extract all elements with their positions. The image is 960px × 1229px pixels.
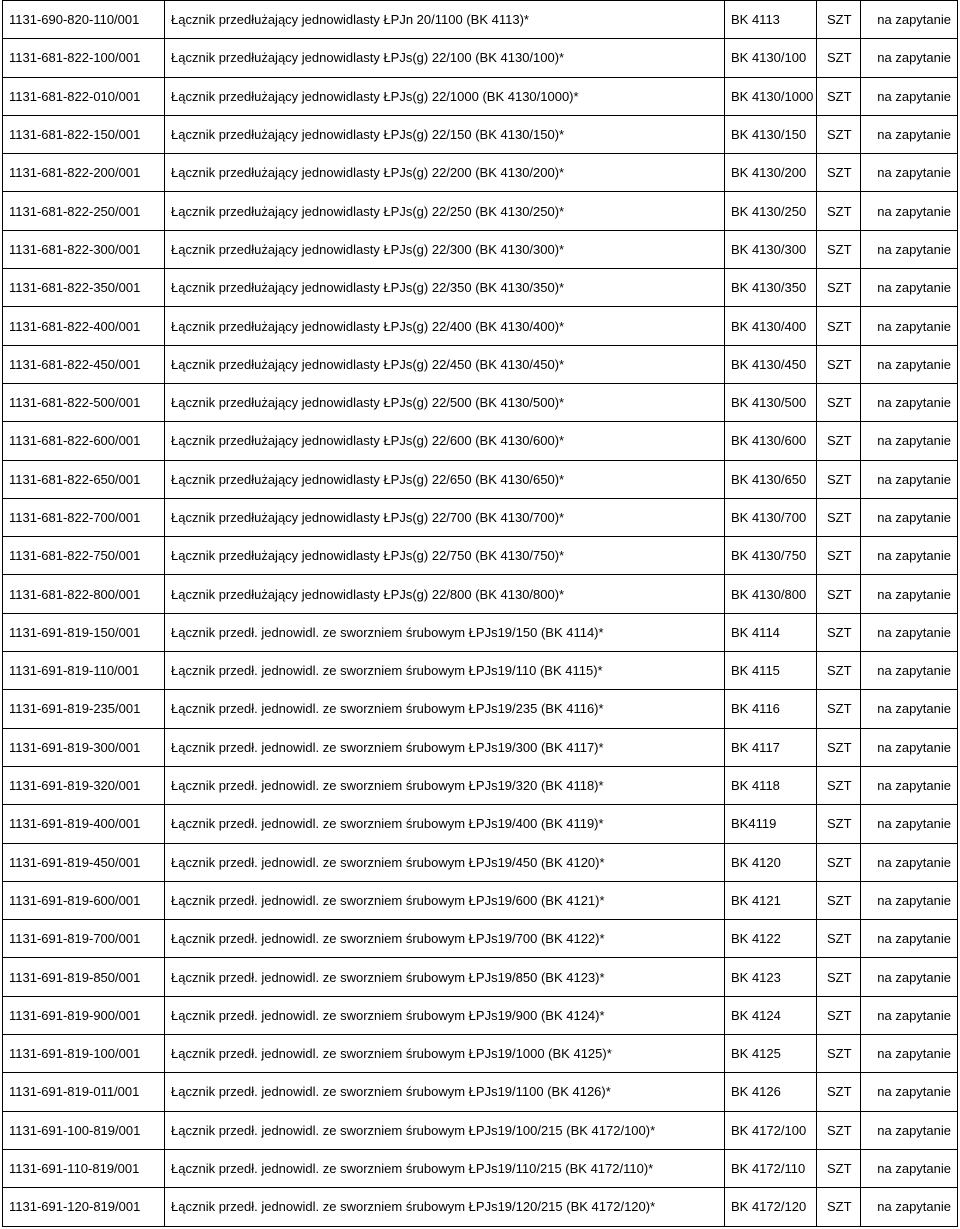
product-description: Łącznik przedłużający jednowidlasty ŁPJs(g) 22/300 (BK 4130/300)* (165, 230, 725, 268)
product-description: Łącznik przedł. jednowidl. ze sworzniem śrubowym ŁPJs19/300 (BK 4117)* (165, 728, 725, 766)
product-price: na zapytanie (861, 422, 958, 460)
product-code: 1131-691-819-700/001 (3, 920, 165, 958)
product-description: Łącznik przedłużający jednowidlasty ŁPJs(g) 22/250 (BK 4130/250)* (165, 192, 725, 230)
product-price: na zapytanie (861, 766, 958, 804)
product-symbol: BK 4130/350 (725, 269, 817, 307)
product-description: Łącznik przedłużający jednowidlasty ŁPJs(g) 22/700 (BK 4130/700)* (165, 498, 725, 536)
product-description: Łącznik przedł. jednowidl. ze sworzniem śrubowym ŁPJs19/850 (BK 4123)* (165, 958, 725, 996)
table-row (3, 575, 958, 613)
product-price: na zapytanie (861, 77, 958, 115)
product-unit: SZT (817, 1149, 861, 1187)
table-row (3, 1035, 958, 1073)
product-price: na zapytanie (861, 1035, 958, 1073)
product-price: na zapytanie (861, 192, 958, 230)
product-price: na zapytanie (861, 652, 958, 690)
table-row (3, 1149, 958, 1187)
product-unit: SZT (817, 460, 861, 498)
product-description: Łącznik przedłużający jednowidlasty ŁPJs(g) 22/600 (BK 4130/600)* (165, 422, 725, 460)
product-price: na zapytanie (861, 728, 958, 766)
product-description: Łącznik przedł. jednowidl. ze sworzniem śrubowym ŁPJs19/110 (BK 4115)* (165, 652, 725, 690)
product-table-body (3, 1, 958, 1227)
table-row (3, 537, 958, 575)
product-unit: SZT (817, 422, 861, 460)
table-row (3, 728, 958, 766)
table-row (3, 613, 958, 651)
table-row (3, 460, 958, 498)
product-symbol: BK 4130/750 (725, 537, 817, 575)
product-price: na zapytanie (861, 996, 958, 1034)
product-unit: SZT (817, 77, 861, 115)
product-description: Łącznik przedłużający jednowidlasty ŁPJs(g) 22/450 (BK 4130/450)* (165, 345, 725, 383)
product-unit: SZT (817, 192, 861, 230)
product-unit: SZT (817, 269, 861, 307)
product-symbol: BK 4130/600 (725, 422, 817, 460)
product-unit: SZT (817, 728, 861, 766)
product-price: na zapytanie (861, 1149, 958, 1187)
product-code: 1131-681-822-150/001 (3, 115, 165, 153)
product-description: Łącznik przedł. jednowidl. ze sworzniem śrubowym ŁPJs19/235 (BK 4116)* (165, 690, 725, 728)
product-code: 1131-691-819-600/001 (3, 881, 165, 919)
product-symbol: BK 4115 (725, 652, 817, 690)
product-symbol: BK 4130/650 (725, 460, 817, 498)
product-symbol: BK 4125 (725, 1035, 817, 1073)
product-price: na zapytanie (861, 460, 958, 498)
product-price: na zapytanie (861, 39, 958, 77)
product-unit: SZT (817, 115, 861, 153)
product-code: 1131-691-819-850/001 (3, 958, 165, 996)
product-unit: SZT (817, 1111, 861, 1149)
product-unit: SZT (817, 613, 861, 651)
table-row (3, 1, 958, 39)
product-unit: SZT (817, 766, 861, 804)
product-description: Łącznik przedł. jednowidl. ze sworzniem śrubowym ŁPJs19/600 (BK 4121)* (165, 881, 725, 919)
table-row (3, 230, 958, 268)
product-code: 1131-691-819-900/001 (3, 996, 165, 1034)
product-description: Łącznik przedłużający jednowidlasty ŁPJs(g) 22/200 (BK 4130/200)* (165, 154, 725, 192)
table-row (3, 652, 958, 690)
product-code: 1131-691-819-100/001 (3, 1035, 165, 1073)
product-unit: SZT (817, 575, 861, 613)
product-symbol: BK 4122 (725, 920, 817, 958)
product-symbol: BK 4124 (725, 996, 817, 1034)
product-unit: SZT (817, 230, 861, 268)
product-price: na zapytanie (861, 958, 958, 996)
product-unit: SZT (817, 920, 861, 958)
product-symbol: BK 4130/500 (725, 383, 817, 421)
product-description: Łącznik przedłużający jednowidlasty ŁPJs(g) 22/1000 (BK 4130/1000)* (165, 77, 725, 115)
table-row (3, 766, 958, 804)
product-description: Łącznik przedłużający jednowidlasty ŁPJs(g) 22/800 (BK 4130/800)* (165, 575, 725, 613)
product-code: 1131-681-822-010/001 (3, 77, 165, 115)
product-unit: SZT (817, 1, 861, 39)
product-unit: SZT (817, 690, 861, 728)
product-code: 1131-681-822-250/001 (3, 192, 165, 230)
table-row (3, 1111, 958, 1149)
price-list-sheet (2, 0, 957, 1227)
product-unit: SZT (817, 652, 861, 690)
product-code: 1131-681-822-700/001 (3, 498, 165, 536)
product-code: 1131-691-819-150/001 (3, 613, 165, 651)
product-price: na zapytanie (861, 805, 958, 843)
product-unit: SZT (817, 345, 861, 383)
product-code: 1131-681-822-750/001 (3, 537, 165, 575)
product-price: na zapytanie (861, 1188, 958, 1226)
table-row (3, 920, 958, 958)
product-description: Łącznik przedł. jednowidl. ze sworzniem śrubowym ŁPJs19/900 (BK 4124)* (165, 996, 725, 1034)
product-symbol: BK 4130/1000 (725, 77, 817, 115)
product-symbol: BK 4130/300 (725, 230, 817, 268)
product-unit: SZT (817, 1073, 861, 1111)
product-symbol: BK 4172/120 (725, 1188, 817, 1226)
product-description: Łącznik przedł. jednowidl. ze sworzniem śrubowym ŁPJs19/700 (BK 4122)* (165, 920, 725, 958)
table-row (3, 307, 958, 345)
product-unit: SZT (817, 996, 861, 1034)
product-code: 1131-691-110-819/001 (3, 1149, 165, 1187)
table-row (3, 690, 958, 728)
product-unit: SZT (817, 805, 861, 843)
table-row (3, 1073, 958, 1111)
product-symbol: BK 4130/150 (725, 115, 817, 153)
product-price: na zapytanie (861, 269, 958, 307)
table-row (3, 345, 958, 383)
product-price: na zapytanie (861, 1, 958, 39)
product-symbol: BK 4116 (725, 690, 817, 728)
product-description: Łącznik przedł. jednowidl. ze sworzniem śrubowym ŁPJs19/1000 (BK 4125)* (165, 1035, 725, 1073)
table-row (3, 498, 958, 536)
product-symbol: BK 4118 (725, 766, 817, 804)
product-code: 1131-691-819-011/001 (3, 1073, 165, 1111)
product-unit: SZT (817, 537, 861, 575)
product-description: Łącznik przedłużający jednowidlasty ŁPJs(g) 22/650 (BK 4130/650)* (165, 460, 725, 498)
product-price: na zapytanie (861, 115, 958, 153)
product-code: 1131-681-822-350/001 (3, 269, 165, 307)
product-unit: SZT (817, 958, 861, 996)
product-description: Łącznik przedł. jednowidl. ze sworzniem śrubowym ŁPJs19/120/215 (BK 4172/120)* (165, 1188, 725, 1226)
product-unit: SZT (817, 39, 861, 77)
product-price: na zapytanie (861, 1111, 958, 1149)
table-row (3, 805, 958, 843)
product-symbol: BK 4130/800 (725, 575, 817, 613)
product-unit: SZT (817, 307, 861, 345)
table-row (3, 39, 958, 77)
product-description: Łącznik przedłużający jednowidlasty ŁPJs(g) 22/350 (BK 4130/350)* (165, 269, 725, 307)
table-row (3, 115, 958, 153)
product-symbol: BK 4117 (725, 728, 817, 766)
product-code: 1131-691-100-819/001 (3, 1111, 165, 1149)
product-description: Łącznik przedł. jednowidl. ze sworzniem śrubowym ŁPJs19/100/215 (BK 4172/100)* (165, 1111, 725, 1149)
product-unit: SZT (817, 383, 861, 421)
product-description: Łącznik przedł. jednowidl. ze sworzniem śrubowym ŁPJs19/400 (BK 4119)* (165, 805, 725, 843)
product-price: na zapytanie (861, 154, 958, 192)
product-symbol: BK 4130/450 (725, 345, 817, 383)
product-description: Łącznik przedł. jednowidl. ze sworzniem śrubowym ŁPJs19/320 (BK 4118)* (165, 766, 725, 804)
table-row (3, 422, 958, 460)
product-price: na zapytanie (861, 345, 958, 383)
product-symbol: BK 4172/110 (725, 1149, 817, 1187)
product-symbol: BK 4121 (725, 881, 817, 919)
product-code: 1131-681-822-400/001 (3, 307, 165, 345)
product-code: 1131-691-819-235/001 (3, 690, 165, 728)
product-price: na zapytanie (861, 498, 958, 536)
product-code: 1131-691-819-320/001 (3, 766, 165, 804)
product-code: 1131-681-822-800/001 (3, 575, 165, 613)
product-description: Łącznik przedł. jednowidl. ze sworzniem śrubowym ŁPJs19/450 (BK 4120)* (165, 843, 725, 881)
product-code: 1131-681-822-100/001 (3, 39, 165, 77)
product-price: na zapytanie (861, 881, 958, 919)
product-symbol: BK 4126 (725, 1073, 817, 1111)
product-description: Łącznik przedł. jednowidl. ze sworzniem śrubowym ŁPJs19/150 (BK 4114)* (165, 613, 725, 651)
product-table (2, 0, 958, 1227)
product-price: na zapytanie (861, 537, 958, 575)
table-row (3, 269, 958, 307)
product-symbol: BK4119 (725, 805, 817, 843)
product-symbol: BK 4113 (725, 1, 817, 39)
product-symbol: BK 4130/200 (725, 154, 817, 192)
product-description: Łącznik przedł. jednowidl. ze sworzniem śrubowym ŁPJs19/1100 (BK 4126)* (165, 1073, 725, 1111)
table-row (3, 843, 958, 881)
table-row (3, 192, 958, 230)
product-symbol: BK 4123 (725, 958, 817, 996)
product-code: 1131-691-819-300/001 (3, 728, 165, 766)
product-price: na zapytanie (861, 230, 958, 268)
product-description: Łącznik przedłużający jednowidlasty ŁPJs(g) 22/100 (BK 4130/100)* (165, 39, 725, 77)
product-description: Łącznik przedłużający jednowidlasty ŁPJs(g) 22/750 (BK 4130/750)* (165, 537, 725, 575)
product-price: na zapytanie (861, 383, 958, 421)
product-price: na zapytanie (861, 613, 958, 651)
product-description: Łącznik przedłużający jednowidlasty ŁPJs(g) 22/400 (BK 4130/400)* (165, 307, 725, 345)
table-row (3, 154, 958, 192)
product-code: 1131-681-822-600/001 (3, 422, 165, 460)
product-symbol: BK 4130/100 (725, 39, 817, 77)
product-code: 1131-691-819-450/001 (3, 843, 165, 881)
product-symbol: BK 4130/700 (725, 498, 817, 536)
product-code: 1131-681-822-300/001 (3, 230, 165, 268)
product-symbol: BK 4114 (725, 613, 817, 651)
product-price: na zapytanie (861, 690, 958, 728)
product-symbol: BK 4130/250 (725, 192, 817, 230)
product-unit: SZT (817, 498, 861, 536)
table-row (3, 881, 958, 919)
product-description: Łącznik przedłużający jednowidlasty ŁPJn 20/1100 (BK 4113)* (165, 1, 725, 39)
product-symbol: BK 4172/100 (725, 1111, 817, 1149)
product-price: na zapytanie (861, 1073, 958, 1111)
product-unit: SZT (817, 843, 861, 881)
product-price: na zapytanie (861, 843, 958, 881)
product-code: 1131-681-822-450/001 (3, 345, 165, 383)
product-price: na zapytanie (861, 920, 958, 958)
product-unit: SZT (817, 1188, 861, 1226)
table-row (3, 1188, 958, 1226)
product-code: 1131-691-819-110/001 (3, 652, 165, 690)
product-description: Łącznik przedłużający jednowidlasty ŁPJs(g) 22/500 (BK 4130/500)* (165, 383, 725, 421)
product-symbol: BK 4120 (725, 843, 817, 881)
table-row (3, 77, 958, 115)
product-price: na zapytanie (861, 307, 958, 345)
product-code: 1131-691-120-819/001 (3, 1188, 165, 1226)
product-unit: SZT (817, 881, 861, 919)
product-code: 1131-691-819-400/001 (3, 805, 165, 843)
product-code: 1131-690-820-110/001 (3, 1, 165, 39)
table-row (3, 996, 958, 1034)
product-code: 1131-681-822-650/001 (3, 460, 165, 498)
product-symbol: BK 4130/400 (725, 307, 817, 345)
product-unit: SZT (817, 1035, 861, 1073)
product-price: na zapytanie (861, 575, 958, 613)
product-description: Łącznik przedłużający jednowidlasty ŁPJs(g) 22/150 (BK 4130/150)* (165, 115, 725, 153)
table-row (3, 958, 958, 996)
product-code: 1131-681-822-200/001 (3, 154, 165, 192)
product-code: 1131-681-822-500/001 (3, 383, 165, 421)
product-unit: SZT (817, 154, 861, 192)
product-description: Łącznik przedł. jednowidl. ze sworzniem śrubowym ŁPJs19/110/215 (BK 4172/110)* (165, 1149, 725, 1187)
table-row (3, 383, 958, 421)
